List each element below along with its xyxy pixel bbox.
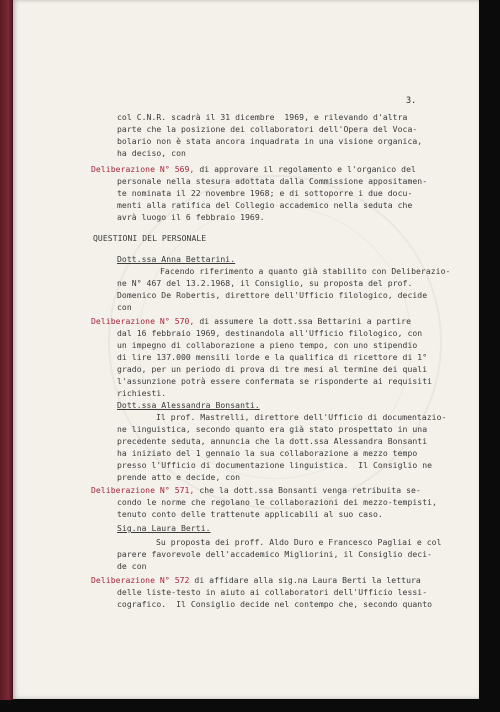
text-line: dal 16 febbraio 1969, destinandola all'Ufficio filologico, con	[117, 328, 423, 338]
text-line: de con	[117, 561, 147, 571]
deliberation-line	[91, 164, 416, 174]
text-line: Il prof. Mastrelli, direttore dell'Ufficio di documentazio-	[156, 412, 447, 422]
text-line: precedente seduta, annuncia che la dott.ssa Alessandra Bonsanti	[117, 436, 428, 446]
document-page	[13, 0, 479, 699]
text-line: con	[117, 302, 132, 312]
text-line: cografico. Il Consiglio decide nel contempo che, secondo quanto	[117, 599, 433, 609]
text-line: menti alla ratifica del Collegio accademico nella seduta che	[117, 200, 413, 210]
deliberation-label: Deliberazione N° 569,	[91, 164, 195, 174]
person-heading: Dott.ssa Alessandra Bonsanti.	[117, 400, 260, 410]
text-line: col C.N.R. scadrà il 31 dicembre 1969, e rilevando d'altra	[117, 112, 408, 122]
person-heading: Sig.na Laura Berti.	[117, 523, 211, 533]
text-fragment: di assumere la dott.ssa Bettarini a partire	[194, 316, 411, 326]
book-binding	[0, 0, 14, 700]
text-fragment: di affidare alla sig.na Laura Berti la lettura	[189, 575, 421, 585]
text-line: avrà luogo il 6 febbraio 1969.	[117, 212, 265, 222]
text-line: te nominata il 22 novembre 1968; e di sottoporre i due docu-	[117, 188, 413, 198]
text-line: ne linguistica, secondo quanto era già stato prospettato in una	[117, 424, 428, 434]
page-number: 3.	[406, 96, 417, 106]
text-line: Facendo riferimento a quanto già stabilito con Deliberazio-	[160, 266, 451, 276]
deliberation-line	[91, 316, 411, 326]
text-line: un impegno di collaborazione a pieno tempo, con uno stipendio	[117, 340, 418, 350]
text-line: condo le norme che regolano le collaborazioni dei mezzo-tempisti,	[117, 497, 437, 507]
page-body	[13, 0, 479, 699]
text-line: bolario non è stata ancora inquadrata in una visione organica,	[117, 136, 423, 146]
text-line: delle liste-testo in aiuto ai collaboratori dell'Ufficio lessi-	[117, 587, 428, 597]
deliberation-label: Deliberazione N° 572	[91, 575, 190, 585]
section-heading: QUESTIONI DEL PERSONALE	[93, 233, 207, 243]
deliberation-label: Deliberazione N° 570,	[91, 316, 195, 326]
text-line: prende atto e decide, con	[117, 472, 241, 482]
text-line: di lire 137.000 mensili lorde e la qualifica di ricettore di 1°	[117, 352, 428, 362]
text-line: l'assunzione potrà essere confermata se risponderte ai requisiti	[117, 376, 433, 386]
text-fragment: che la dott.ssa Bonsanti venga retribuita se-	[194, 485, 421, 495]
text-line: ha deciso, con	[117, 148, 186, 158]
text-line: grado, per un periodo di prova di tre mesi al termine dei quali	[117, 364, 428, 374]
text-line: personale nella stesura adottata dalla Commissione appositamen-	[117, 176, 428, 186]
text-line: tenuto conto delle trattenute applicabili al suo caso.	[117, 509, 383, 519]
text-line: Su proposta dei proff. Aldo Duro e Francesco Pagliai e col	[156, 537, 442, 547]
text-line: parere favorevole dell'accademico Migliorini, il Consiglio deci-	[117, 549, 433, 559]
deliberation-line	[91, 485, 421, 495]
text-line: ha iniziato del 1 gennaio la sua collaborazione a mezzo tempo	[117, 448, 418, 458]
text-line: Domenico De Robertis, direttore dell'Ufficio filologico, decide	[117, 290, 428, 300]
deliberation-label: Deliberazione N° 571,	[91, 485, 195, 495]
text-line: presso l'Ufficio di documentazione linguistica. Il Consiglio ne	[117, 460, 433, 470]
person-heading: Dott.ssa Anna Bettarini.	[117, 254, 236, 264]
text-line: parte che la posizione dei collaboratori dell'Opera del Voca-	[117, 124, 418, 134]
text-fragment: di approvare il regolamento e l'organico del	[194, 164, 416, 174]
deliberation-line	[91, 575, 421, 585]
text-line: richiesti.	[117, 388, 167, 398]
text-line: ne N° 467 del 13.2.1968, il Consiglio, su proposta del prof.	[117, 278, 413, 288]
